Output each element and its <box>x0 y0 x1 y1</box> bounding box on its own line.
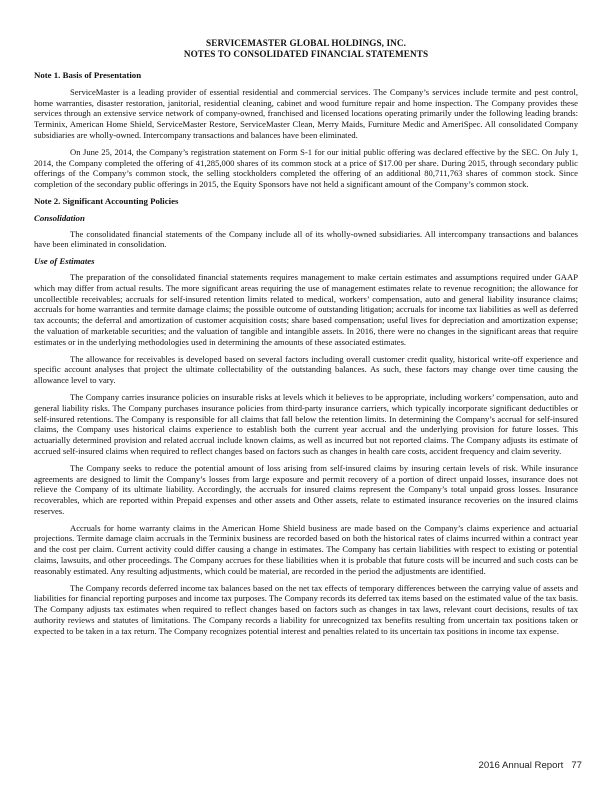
consolidation-heading: Consolidation <box>34 212 85 223</box>
note1-heading: Note 1. Basis of Presentation <box>34 70 142 80</box>
page-number: 77 <box>571 760 582 771</box>
estimates-heading: Use of Estimates <box>34 256 95 267</box>
company-title: SERVICEMASTER GLOBAL HOLDINGS, INC. <box>206 38 406 48</box>
note2-heading: Note 2. Significant Accounting Policies <box>34 195 179 206</box>
estimates-paragraph-3: The Company carries insurance policies on insurable risks at levels which it believes to be appropriate, including workers’ compensation, auto and general liability risks. The Company purchases insurance policies from third-party insurance carriers, which typically incorporate significant deductibles or self-insured retentions. The Company is responsible for all claims that fall below the retention limits. In determining the Company’s accrual for self-insured claims, the Company uses historical claims experience to establish both the current year accrual and the underlying provision for future losses. This actuarially determined provision and related accrual include known claims, as well as incurred but not reported claims. The Company adjusts its estimate of accrued self-insured claims when required to reflect changes based on factors such as changes in health care costs, accident frequency and claim severity. <box>34 391 578 456</box>
main-content <box>34 70 578 643</box>
note1-paragraph-1: ServiceMaster is a leading provider of essential residential and commercial services. The Company’s services include termite and pest control, home warranties, disaster restoration, janitorial, residential cleaning, cabinet and wood furniture repair and home inspection. The Company provides these services through an extensive service network of company-owned, franchised and licensed locations operating primarily under the following leading brands: Terminix, American Home Shield, ServiceMaster Restore, ServiceMaster Clean, Merry Maids, Furniture Medic and AmeriSpec. All consolidated Company subsidiaries are wholly-owned. Intercompany transactions and balances have been eliminated. <box>34 86 578 140</box>
page-title: NOTES TO CONSOLIDATED FINANCIAL STATEMENTS <box>183 49 429 59</box>
consolidation-paragraph: The consolidated financial statements of the Company include all of its wholly-owned subsidiaries. All intercompany transactions and balances have been eliminated in consolidation. <box>34 228 578 250</box>
note1-paragraph-2: On June 25, 2014, the Company’s registration statement on Form S-1 for our initial public offering was declared effective by the SEC. On July 1, 2014, the Company completed the offering of 41,285,000 shares of its common stock at a price of $17.00 per share. During 2015, through secondary public offerings of the Company’s common stock, the selling stockholders completed the offering of an additional 80,711,763 shares of common stock. Since completion of the secondary public offerings in 2015, the Equity Sponsors have not held a significant amount of the Company’s common stock. <box>34 146 578 190</box>
estimates-paragraph-6: The Company records deferred income tax balances based on the net tax effects of temporary differences between the carrying value of assets and liabilities for financial reporting purposes and income tax purposes. The Company records its deferred tax items based on the estimated value of the tax basis. The Company adjusts tax estimates when required to reflect changes based on factors such as changes in tax laws, relevant court decisions, results of tax authority reviews and statutes of limitations. The Company records a liability for unrecognized tax benefits resulting from uncertain tax positions taken or expected to be taken in a tax return. The Company recognizes potential interest and penalties related to its uncertain tax positions in income tax expense. <box>34 582 578 636</box>
estimates-paragraph-4: The Company seeks to reduce the potential amount of loss arising from self-insured claims by insuring certain levels of risk. While insurance agreements are designed to limit the Company’s losses from large exposure and permit recovery of a portion of direct unpaid losses, insurance does not relieve the Company of its ultimate liability. Accordingly, the accruals for insured claims represent the Company’s total unpaid gross losses. Insurance recoverables, which are reported within Prepaid expenses and other assets and Other assets, relate to estimated insurance recoveries on the insured claims reserves. <box>34 462 578 516</box>
estimates-paragraph-2: The allowance for receivables is developed based on several factors including overall customer credit quality, historical write-off experience and specific account analyses that project the ultimate collectability of the outstanding balances. As such, these factors may change over time causing the allowance level to vary. <box>34 353 578 386</box>
page-footer <box>479 760 582 771</box>
estimates-paragraph-5: Accruals for home warranty claims in the American Home Shield business are made based on the Company’s claims experience and actuarial projections. Termite damage claim accruals in the Terminix business are recorded based on both the historical rates of claims incurred within a contract year and the cost per claim. Current activity could differ causing a change in estimates. The Company has certain liabilities with respect to existing or potential claims, lawsuits, and other proceedings. The Company accrues for these liabilities when it is probable that future costs will be incurred and such costs can be reasonably estimated. Any resulting adjustments, which could be material, are recorded in the period the adjustments are identified. <box>34 522 578 576</box>
footer-report-label: 2016 Annual Report <box>478 760 564 771</box>
estimates-paragraph-1: The preparation of the consolidated financial statements requires management to make certain estimates and assumptions required under GAAP which may differ from actual results. The more significant areas requiring the use of management estimates relate to revenue recognition; the allowance for uncollectible receivables; accruals for self-insured retention limits related to medical, workers’ compensation, auto and general liability insurance claims; accruals for home warranties and termite damage claims; the possible outcome of outstanding litigation; accruals for income tax liabilities as well as deferred tax accounts; the deferral and amortization of customer acquisition costs; share based compensation; useful lives for depreciation and amortization expense; the valuation of marketable securities; and the valuation of tangible and intangible assets. In 2016, there were no changes in the significant areas that require estimates or in the underlying methodologies used in determining the amounts of these associated estimates. <box>34 271 578 347</box>
